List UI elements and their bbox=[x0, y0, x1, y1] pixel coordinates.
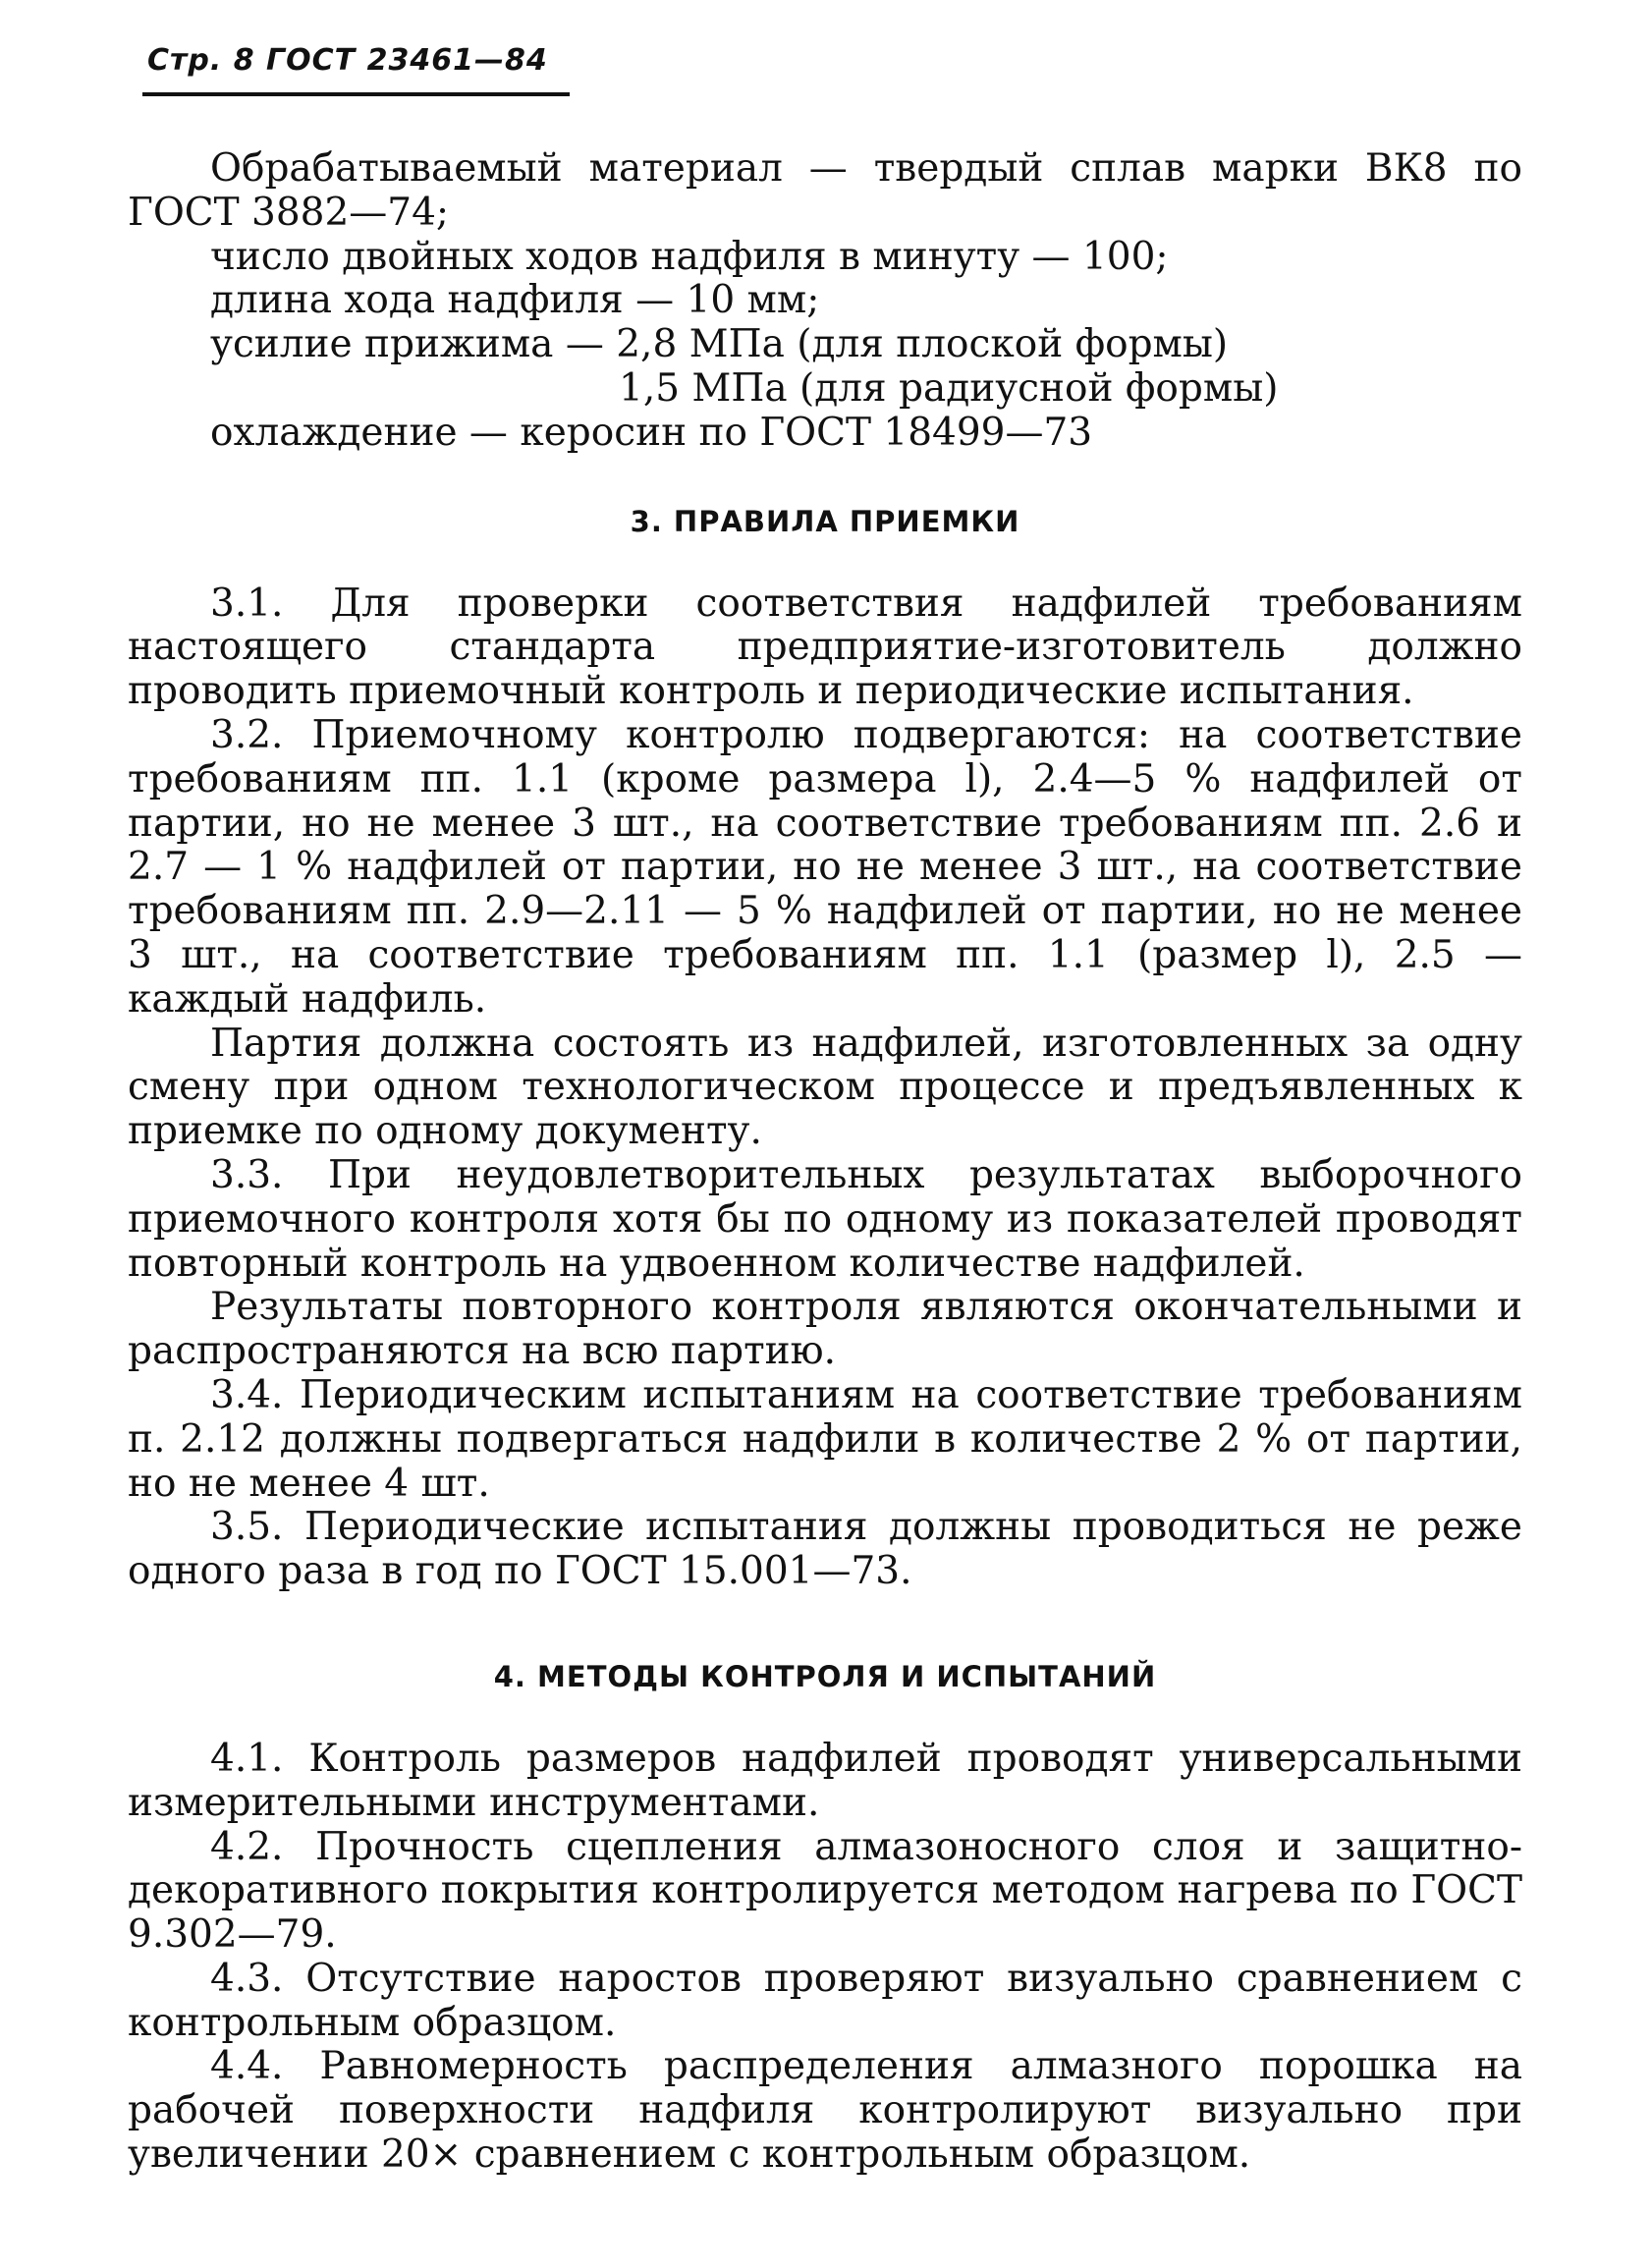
paragraph-3-5: 3.5. Периодические испытания должны проводиться не реже одного раза в год по ГОСТ 15.001—73. bbox=[128, 1505, 1522, 1594]
paragraph-3-3-results: Результаты повторного контроля являются окончательными и распространяются на всю партию. bbox=[128, 1285, 1522, 1374]
intro-stroke-length: длина хода надфиля — 10 мм; bbox=[210, 278, 820, 323]
paragraph-3-3: 3.3. При неудовлетворительных результатах выборочного приемочного контроля хотя бы по одному из показателей проводят повторный контроль на удвоенном количестве надфилей. bbox=[128, 1152, 1522, 1286]
section-4-title: 4. МЕТОДЫ КОНТРОЛЯ И ИСПЫТАНИЙ bbox=[493, 1659, 1157, 1693]
section-3-title: 3. ПРАВИЛА ПРИЕМКИ bbox=[630, 504, 1020, 538]
header-rule bbox=[142, 92, 570, 96]
intro-double-strokes: число двойных ходов надфиля в минуту — 100; bbox=[210, 234, 1169, 279]
paragraph-3-1: 3.1. Для проверки соответствия надфилей требованиям настоящего стандарта предприятие-изготовитель должно проводить приемочный контроль и периодические испытания. bbox=[128, 581, 1522, 714]
paragraph-4-4: 4.4. Равномерность распределения алмазного порошка на рабочей поверхности надфиля контролируют визуально при увеличении 20× сравнением с контрольным образцом. bbox=[128, 2044, 1522, 2178]
paragraph-4-3: 4.3. Отсутствие наростов проверяют визуально сравнением с контрольным образцом. bbox=[128, 1956, 1522, 2045]
intro-pressure-flat: усилие прижима — 2,8 МПа (для плоской формы) bbox=[210, 322, 1229, 367]
document-body bbox=[128, 147, 1522, 2178]
intro-cooling: охлаждение — керосин по ГОСТ 18499—73 bbox=[210, 410, 1093, 455]
intro-pressure-radius: 1,5 МПа (для радиусной формы) bbox=[619, 365, 1279, 411]
paragraph-3-2: 3.2. Приемочному контролю подвергаются: на соответствие требованиям пп. 1.1 (кроме размера l), 2.4—5 % надфилей от партии, но не менее 3 шт., на соответствие требованиям пп. 2.6 и 2.7 — 1 % надфилей от партии, но не менее 3 шт., на соответствие требованиям пп. 2.9—2.11 — 5 % надфилей от партии, но не менее 3 шт., на соответствие требованиям пп. 1.1 (размер l), 2.5 — каждый надфиль. bbox=[128, 712, 1522, 1022]
paragraph-3-4: 3.4. Периодическим испытаниям на соответствие требованиям п. 2.12 должны подвергаться надфили в количестве 2 % от партии, но не менее 4 шт. bbox=[128, 1372, 1522, 1506]
page-header: Стр. 8 ГОСТ 23461—84 bbox=[147, 43, 548, 78]
intro-material: Обрабатываемый материал — твердый сплав марки ВК8 по ГОСТ 3882—74; bbox=[128, 146, 1522, 235]
paragraph-4-1: 4.1. Контроль размеров надфилей проводят универсальными измерительными инструментами. bbox=[128, 1736, 1522, 1825]
paragraph-3-2-batch: Партия должна состоять из надфилей, изготовленных за одну смену при одном технологическом процессе и предъявленных к приемке по одному документу. bbox=[128, 1021, 1522, 1154]
paragraph-4-2: 4.2. Прочность сцепления алмазоносного слоя и защитно-декоративного покрытия контролируется методом нагрева по ГОСТ 9.302—79. bbox=[128, 1824, 1522, 1958]
